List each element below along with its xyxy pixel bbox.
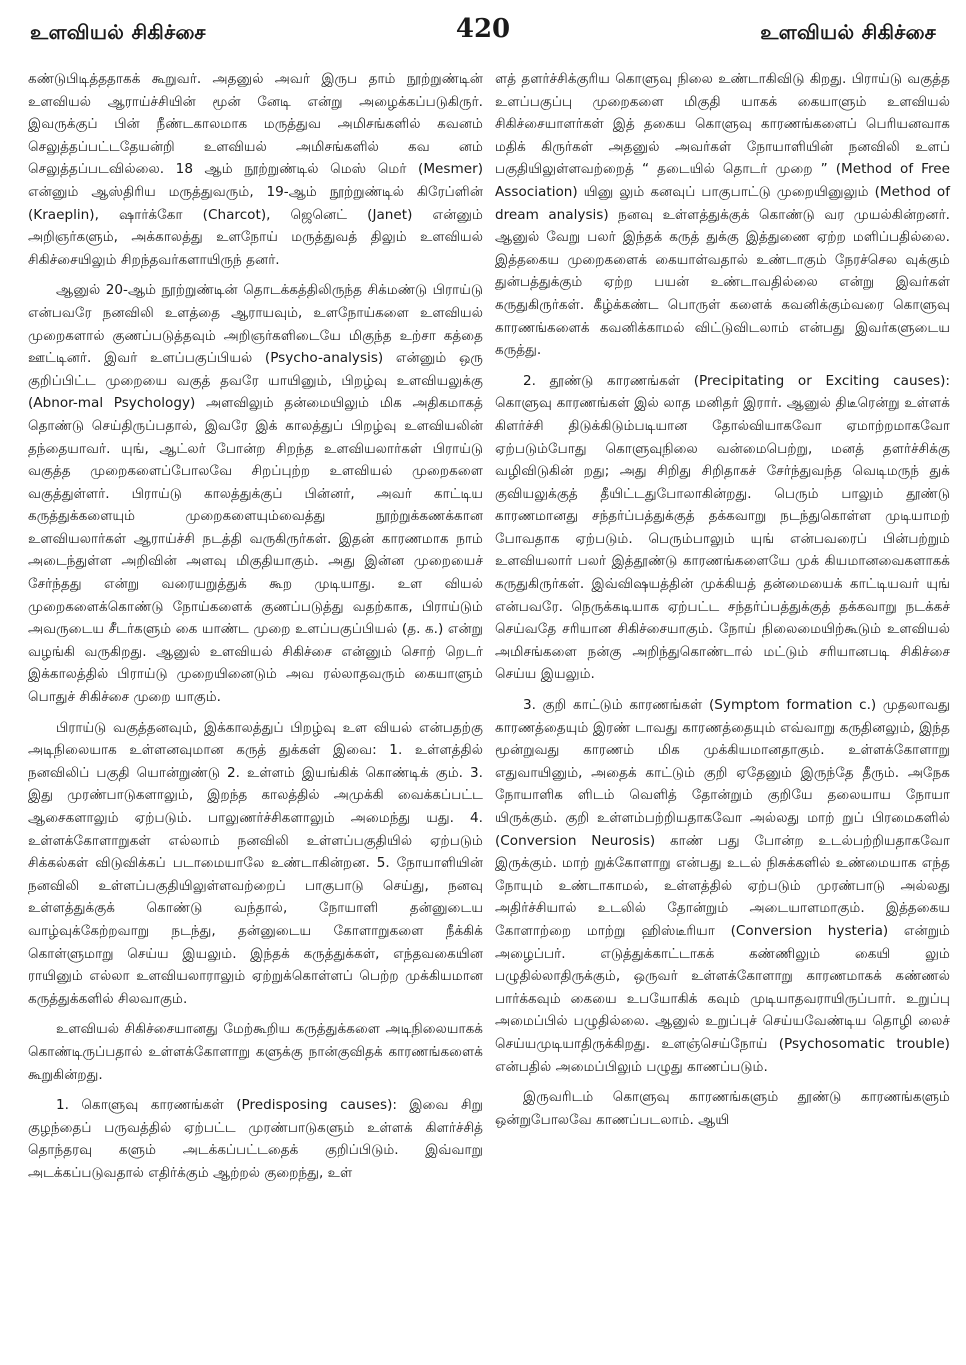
right-column [495,68,950,1139]
text-columns [22,68,950,1358]
running-title-right: உளவியல் சிகிச்சை [760,20,936,44]
running-title-left: உளவியல் சிகிச்சை [30,20,206,44]
paragraph: கண்டுபிடித்ததாகக் கூறுவர். அதனுல் அவர் இருப தாம் நூற்றுண்டின் உளவியல் ஆராய்ச்சியின் மூன் னேடி என்று அழைக்கப்படுகிருர். இவருக்குப் பின் நீண்டகாலமாக மருத்துவ அமிசங்களில் கவனம் செலுத்தப்பட்டதேயன்றி உளவியல் அமிசங்களில் கவ னம் செலுத்தப்படவில்லை. 18 ஆம் நூற்றுண்டில் மெஸ் மெர் (Mesmer) என்னும் ஆஸ்திரிய மருத்துவரும், 19-ஆம் நூற்றுண்டில் கிரேப்ளின் (Kraeplin), ஷார்க்கோ (Charcot), ஜெனெட் (Janet) என்னும் அறிஞர்களும், அக்காலத்து உளநோய் மருத்துவத் திலும் உளவியல் சிகிச்சையிலும் சிறந்தவர்களாயிருந் தனர். [28,71,483,268]
paragraph: பிராய்டு வகுத்தனவும், இக்காலத்துப் பிறழ்வு உள வியல் என்பதற்கு அடிநிலையாக உள்ளனவுமான கருத் துக்கள் இவை: 1. உள்ளத்தில் நனவிலிப் பகுதி யொன்றுண்டு 2. உள்ளம் இயங்கிக் கொண்டிக் கும். 3. இது முரண்பாடுகளாலும், இறந்த காலத்தில் அமுக்கி வைக்கப்பட்ட ஆசைகளாலும் ஏற்படும். பாலுணர்ச்சிகளாலும் அமைந்து யது. 4. உள்ளக்கோளாறுகள் எல்லாம் நனவிலி உள்ளப்பகுதியில் ஏற்படும் சிக்கல்கள் விடுவிக்கப் படாமையாலே உண்டாகின்றன. 5. நோயாளியின் நனவிலி உள்ளப்பகுதியிலுள்ளவற்றைப் பாகுபாடு செய்து, நனவு உள்ளத்துக்குக் கொண்டு வந்தால், நோயாளி தன்னுடைய வாழ்வுக்கேற்றவாறு நடந்து, தன்னுடைய கோளாறுகளை நீக்கிக் கொள்ளுமாறு செய்ய இயலும். இந்தக் கருத்துக்கள், எந்தவகையின ராயினும் எல்லா உளவியலாராலும் ஏற்றுக்கொள்ளப் பெற்ற முக்கியமான கருத்துக்களில் சிலவாகும். [28,719,483,1007]
page-number: 420 [455,14,511,44]
page-header [22,14,944,54]
paragraph: ஆனுல் 20-ஆம் நூற்றுண்டின் தொடக்கத்திலிருந்த சிக்மண்டு பிராய்டு என்பவரே நனவிலி உளத்தை ஆராயவும், உளநோய்களை உளவியல் முறைகளால் குணப்படுத்தவும் அறிஞர்களிடையே மிகுந்த உற்சா கத்தை ஊட்டினர். இவர் உளப்பகுப்பியல் (Psycho-analysis) என்னும் ஒரு குறிப்பிட்ட முறையை வகுத் தவரே யாயினும், பிறழ்வு உளவியலுக்கு (Abnor-mal Psychology) அளவிலும் தன்மையிலும் மிக அதிகமாகத் தொண்டு செய்திருப்பதால், இவரே இக் காலத்துப் பிறழ்வு உளவியலின் தந்தையாவர். யுங், ஆட்லர் போன்ற சிறந்த உளவியலார்கள் பிராய்டு வகுத்த முறைகளைப்போலவே சிறப்புற்ற உளவியல் முறைகளை வகுத்துள்ளர். பிராய்டு காலத்துக்குப் பின்னர், அவர் காட்டிய கருத்துக்களையும் முறைகளையும்வைத்து நூற்றுக்கணக்கான உளவியலார்கள் ஆராய்ச்சி நடத்தி வருகிருர்கள். இதன் காரணமாக நாம் அடைந்துள்ள அறிவின் அளவு மிகுதியாகும். அது இன்ன முறையைச் சேர்ந்தது என்று வரையறுத்துக் கூற முடியாது. உள வியல் முறைகளைக்கொண்டு நோய்களைக் குணப்படுத்து வதற்காக, பிராய்டும் அவருடைய சீடர்களும் கை யாண்ட முறை உளப்பகுப்பியல் (த. க.) என்று வழங்கி வருகிறது. ஆனுல் உளவியல் சிகிச்சை என்னும் சொற் றெடர் இக்காலத்தில் பிராய்டு முறையினைடும் அவ ரல்லாதவரும் கையாளும் பொதுச் சிகிச்சை முறை யாகும். [28,282,483,706]
paragraph: உளவியல் சிகிச்சையானது மேற்கூறிய கருத்துக்களை அடிநிலையாகக் கொண்டிருப்பதால் உள்ளக்கோளாறு களுக்கு நான்குவிதக் காரணங்களைக் கூறுகின்றது. [28,1021,483,1083]
paragraph: 3. குறி காட்டும் காரணங்கள் (Symptom formation c.) முதலாவது காரணத்தையும் இரண் டாவது காரணத்தையும் எவ்வாறு கருதினலும், இந்த மூன்றுவது காரணம் மிக முக்கியமானதாகும். உள்ளக்கோளாறு எதுவாயினும், அதைக் காட்டும் குறி ஏதேனும் இருந்தே தீரும். அநேக நோயாளிக ளிடம் வெளித் தோன்றும் குறியே தலையாய நோயா யிருக்கும். குறி உள்ளம்பற்றியதாகவோ அல்லது மாற் றுப் பிரமைகளில் (Conversion Neurosis) காண் பது போன்ற உடல்பற்றியதாகவோ இருக்கும். மாற் றுக்கோளாறு என்பது உடல் நிசுக்களில் உண்மையாக எந்த நோயும் உண்டாகாமல், உள்ளத்தில் ஏற்படும் முரண்பாடு அல்லது அதிர்ச்சியால் உடலில் தோன்றும் அடையாளமாகும். இத்தகைய கோளாற்றை மாற்று ஹிஸ்டீரியா (Conversion hysteria) என்றும் அழைப்பர். எடுத்துக்காட்டாகக் கண்ணிலும் கையி லும் பழுதில்லாதிருக்கும், ஒருவர் உள்ளக்கோளாறு காரணமாகக் கண்ணல் பார்க்கவும் கையை உபயோகிக் கவும் முடியாதவராயிருப்பார். உறுப்பு அமைப்பில் பழுதில்லை. ஆனுல் உறுப்புச் செய்யவேண்டிய தொழி லைச் செய்யமுடியாதிருக்கிறது. உளஞ்செய்நோய் (Psychosomatic trouble) என்பதில் அமைப்பிலும் பழுது காணப்படும். [495,697,950,1075]
paragraph: ளத் தளர்ச்சிக்குரிய கொளுவு நிலை உண்டாகிவிடு கிறது. பிராய்டு வகுத்த உளப்பகுப்பு முறைகளை மிகுதி யாகக் கையாளும் உளவியல் சிகிச்சையாளர்கள் இத் தகைய கொளுவு காரணங்களைப் பெரியனவாக மதிக் கிருர்கள் அதனுல் அவர்கள் நோயாளியின் நனவிலி உளப் பகுதியிலுள்ளவற்றைத் “ தடையில் தொடர் முறை ” (Method of Free Association) யினு லும் கனவுப் பாகுபாட்டு முறையினுலும் (Method of dream analysis) நனவு உள்ளத்துக்குக் கொண்டு வர முயல்கின்றனர். ஆனுல் வேறு பலர் இந்தக் கருத் துக்கு இத்துணை ஏற்ற மளிப்பதில்லை. இத்தகைய முறைகளைக் கையாள்வதால் உண்டாகும் நேரச்செல வுக்கும் துன்பத்துக்கும் ஏற்ற பயன் உண்டாவதில்லை என்று இவர்கள் கருதுகிருர்கள். கீழ்க்கண்ட பொருள் களைக் கவனிக்கும்வரை கொளுவு காரணங்களைக் கவனிக்காமல் விட்டுவிடலாம் என்பது இவர்களுடைய கருத்து. [495,71,950,359]
paragraph: 1. கொளுவு காரணங்கள் (Predisposing causes): இவை சிறு குழந்தைப் பருவத்தில் ஏற்பட்ட முரண்பாடுகளும் உள்ளக் கிளர்ச்சித் தொந்தரவு களும் அடக்கப்பட்டதைக் குறிப்பிடும். இவ்வாறு அடக்கப்படுவதால் எதிர்க்கும் ஆற்றல் குறைந்து, உள் [28,1097,483,1181]
left-column [28,68,483,1193]
paragraph: 2. தூண்டு காரணங்கள் (Precipitating or Exciting causes): கொளுவு காரணங்கள் இல் லாத மனிதர் இரார். ஆனுல் திடீரென்று உள்ளக் கிளர்ச்சி திடுக்கிடும்படியான தோல்வியாகவோ ஏமாற்றமாகவோ ஏற்படும்போது கொளுவுநிலை வன்மைபெற்று, மனத் தளர்ச்சிக்கு வழிவிடுகின் றது; அது சிறிது சிறிதாகச் சேர்ந்துவந்த வெடிமருந் துக் குவியலுக்குத் தீயிட்டதுபோலாகின்றது. பெரும் பாலும் தூண்டு காரணமானது சந்தர்ப்பத்துக்குத் தக்கவாறு நடந்துகொள்ள முடியாமற் போவதாக ஏற்படும். பெரும்பாலும் யுங் என்பவரைப் பின்பற்றும் உளவியலார் பலர் இத்தூண்டு காரணங்களையே முக் கியமானவைகளாகக் கருதுகிருர்கள். இவ்விஷயத்தின் முக்கியத் தன்மையைக் காட்டியவர் யுங் என்பவரே. நெருக்கடியாக ஏற்பட்ட சந்தர்ப்பத்துக்குத் தக்கவாறு நடக்கச் செய்வதே சரியான சிகிச்சையாகும். நோய் நிலைமையிற்கூடும் உளவியல் அமிசங்களை நன்கு அறிந்துகொண்டால் மட்டும் சரியானபடி சிகிச்சை செய்ய இயலும். [495,372,950,683]
paragraph: இருவரிடம் கொளுவு காரணங்களும் தூண்டு காரணங்களும் ஒன்றுபோலவே காணப்படலாம். ஆயி [495,1089,950,1128]
